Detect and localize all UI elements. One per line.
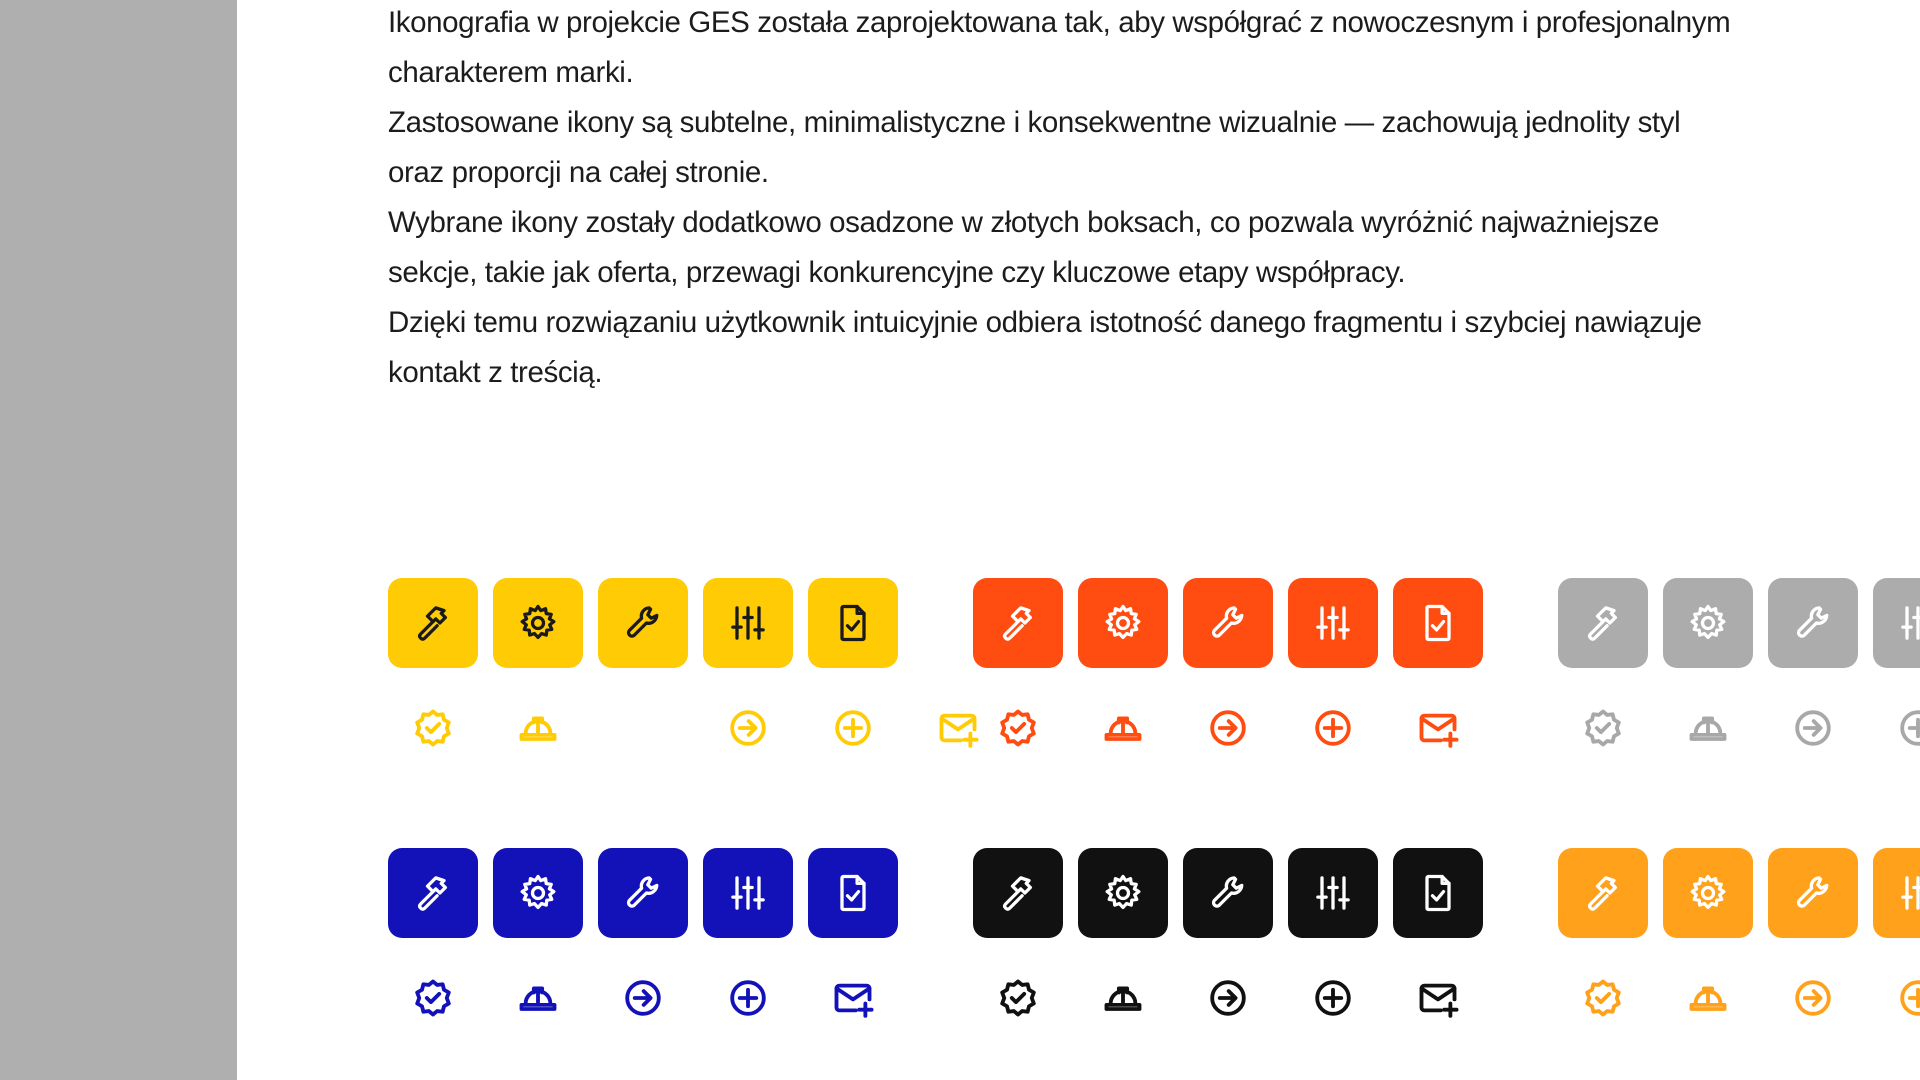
wrench-icon (621, 601, 665, 645)
hammer-icon (411, 871, 455, 915)
hard-hat-icon (516, 976, 560, 1020)
sliders-icon (726, 601, 770, 645)
black-outline-arrow-circle-icon (1200, 970, 1256, 1026)
wrench-icon (1791, 601, 1835, 645)
wrench-icon (1206, 871, 1250, 915)
wrench-icon (621, 871, 665, 915)
red-orange-tile-sliders-icon (1288, 578, 1378, 668)
blue-tile-gear-icon (493, 848, 583, 938)
hammer-icon (1581, 871, 1625, 915)
sliders-icon (726, 871, 770, 915)
blue-outline-mail-plus-icon (825, 970, 881, 1026)
hard-hat-icon (1101, 706, 1145, 750)
blue-tile-document-check-icon (808, 848, 898, 938)
paragraph-line: Zastosowane ikony są subtelne, minimalistyczne i konsekwentne wizualnie — zachowują jednolity styl (388, 106, 1681, 139)
mail-plus-icon (831, 976, 875, 1020)
blue-outline-arrow-circle-icon (615, 970, 671, 1026)
sliders-icon (1311, 871, 1355, 915)
red-orange-tile-wrench-icon (1183, 578, 1273, 668)
wrench-icon (1791, 871, 1835, 915)
mail-plus-icon (1416, 706, 1460, 750)
black-tile-document-check-icon (1393, 848, 1483, 938)
document-check-icon (831, 601, 875, 645)
icon-showcase (388, 578, 1920, 1048)
left-gray-panel (0, 0, 237, 1080)
hammer-icon (1581, 601, 1625, 645)
gear-icon (516, 871, 560, 915)
gear-icon (1686, 871, 1730, 915)
hard-hat-icon (1101, 976, 1145, 1020)
description-text (388, 0, 1920, 398)
badge-check-icon (996, 976, 1040, 1020)
gray-outline-hard-hat-icon (1680, 700, 1736, 756)
wrench-icon (1206, 601, 1250, 645)
gray-tile-wrench-icon (1768, 578, 1858, 668)
orange-tile-hammer-icon (1558, 848, 1648, 938)
orange-outline-plus-circle-icon (1890, 970, 1920, 1026)
hammer-icon (996, 601, 1040, 645)
red-orange-outline-badge-check-icon (990, 700, 1046, 756)
arrow-circle-icon (1206, 976, 1250, 1020)
hard-hat-icon (1686, 706, 1730, 750)
yellow-outline-hard-hat-icon (510, 700, 566, 756)
black-outline-mail-plus-icon (1410, 970, 1466, 1026)
arrow-circle-icon (1791, 706, 1835, 750)
badge-check-icon (996, 706, 1040, 750)
hammer-icon (411, 601, 455, 645)
red-orange-tile-hammer-icon (973, 578, 1063, 668)
plus-circle-icon (726, 976, 770, 1020)
plus-circle-icon (1896, 706, 1920, 750)
sliders-icon (1896, 871, 1920, 915)
paragraph-line: Wybrane ikony zostały dodatkowo osadzone w złotych boksach, co pozwala wyróżnić najważniejsze (388, 206, 1660, 239)
hard-hat-icon (1686, 976, 1730, 1020)
black-tile-wrench-icon (1183, 848, 1273, 938)
paragraph-line: Dzięki temu rozwiązaniu użytkownik intuicyjnie odbiera istotność danego fragmentu i szybciej nawiązuje (388, 306, 1702, 339)
gray-outline-arrow-circle-icon (1785, 700, 1841, 756)
paragraph-line: kontakt z treścią. (388, 356, 603, 389)
badge-check-icon (1581, 976, 1625, 1020)
gear-icon (1101, 601, 1145, 645)
gear-icon (1686, 601, 1730, 645)
content-area (237, 0, 1920, 1080)
arrow-circle-icon (1791, 976, 1835, 1020)
plus-circle-icon (831, 706, 875, 750)
orange-outline-arrow-circle-icon (1785, 970, 1841, 1026)
gray-tile-gear-icon (1663, 578, 1753, 668)
plus-circle-icon (1896, 976, 1920, 1020)
gray-outline-plus-circle-icon (1890, 700, 1920, 756)
gear-icon (1101, 871, 1145, 915)
blue-outline-plus-circle-icon (720, 970, 776, 1026)
yellow-outline-arrow-circle-icon (720, 700, 776, 756)
orange-tile-gear-icon (1663, 848, 1753, 938)
badge-check-icon (411, 706, 455, 750)
gray-tile-sliders-icon (1873, 578, 1920, 668)
blue-outline-badge-check-icon (405, 970, 461, 1026)
blue-tile-hammer-icon (388, 848, 478, 938)
orange-outline-hard-hat-icon (1680, 970, 1736, 1026)
black-tile-hammer-icon (973, 848, 1063, 938)
paragraph-line: charakterem marki. (388, 56, 634, 89)
arrow-circle-icon (621, 976, 665, 1020)
red-orange-outline-hard-hat-icon (1095, 700, 1151, 756)
sliders-icon (1311, 601, 1355, 645)
red-orange-outline-mail-plus-icon (1410, 700, 1466, 756)
orange-tile-sliders-icon (1873, 848, 1920, 938)
yellow-tile-gear-icon (493, 578, 583, 668)
plus-circle-icon (1311, 976, 1355, 1020)
mail-plus-icon (936, 706, 980, 750)
black-tile-gear-icon (1078, 848, 1168, 938)
hammer-icon (996, 871, 1040, 915)
red-orange-outline-plus-circle-icon (1305, 700, 1361, 756)
yellow-outline-mail-plus-icon (930, 700, 986, 756)
black-outline-badge-check-icon (990, 970, 1046, 1026)
badge-check-icon (1581, 706, 1625, 750)
paragraph-line: Ikonografia w projekcie GES została zaprojektowana tak, aby współgrać z nowoczesnym i profesjonalnym (388, 6, 1731, 39)
orange-outline-badge-check-icon (1575, 970, 1631, 1026)
mail-plus-icon (1416, 976, 1460, 1020)
document-check-icon (831, 871, 875, 915)
paragraph-line: oraz proporcji na całej stronie. (388, 156, 769, 189)
red-orange-tile-gear-icon (1078, 578, 1168, 668)
arrow-circle-icon (1206, 706, 1250, 750)
hard-hat-icon (516, 706, 560, 750)
orange-tile-wrench-icon (1768, 848, 1858, 938)
yellow-outline-badge-check-icon (405, 700, 461, 756)
blue-tile-wrench-icon (598, 848, 688, 938)
yellow-tile-sliders-icon (703, 578, 793, 668)
gray-outline-badge-check-icon (1575, 700, 1631, 756)
red-orange-tile-document-check-icon (1393, 578, 1483, 668)
document-check-icon (1416, 871, 1460, 915)
document-check-icon (1416, 601, 1460, 645)
badge-check-icon (411, 976, 455, 1020)
black-outline-plus-circle-icon (1305, 970, 1361, 1026)
sliders-icon (1896, 601, 1920, 645)
plus-circle-icon (1311, 706, 1355, 750)
yellow-tile-wrench-icon (598, 578, 688, 668)
yellow-tile-document-check-icon (808, 578, 898, 668)
gray-tile-hammer-icon (1558, 578, 1648, 668)
gear-icon (516, 601, 560, 645)
red-orange-outline-arrow-circle-icon (1200, 700, 1256, 756)
yellow-outline-plus-circle-icon (825, 700, 881, 756)
black-tile-sliders-icon (1288, 848, 1378, 938)
black-outline-hard-hat-icon (1095, 970, 1151, 1026)
paragraph-line: sekcje, takie jak oferta, przewagi konkurencyjne czy kluczowe etapy współpracy. (388, 256, 1406, 289)
arrow-circle-icon (726, 706, 770, 750)
blue-tile-sliders-icon (703, 848, 793, 938)
yellow-tile-hammer-icon (388, 578, 478, 668)
blue-outline-hard-hat-icon (510, 970, 566, 1026)
